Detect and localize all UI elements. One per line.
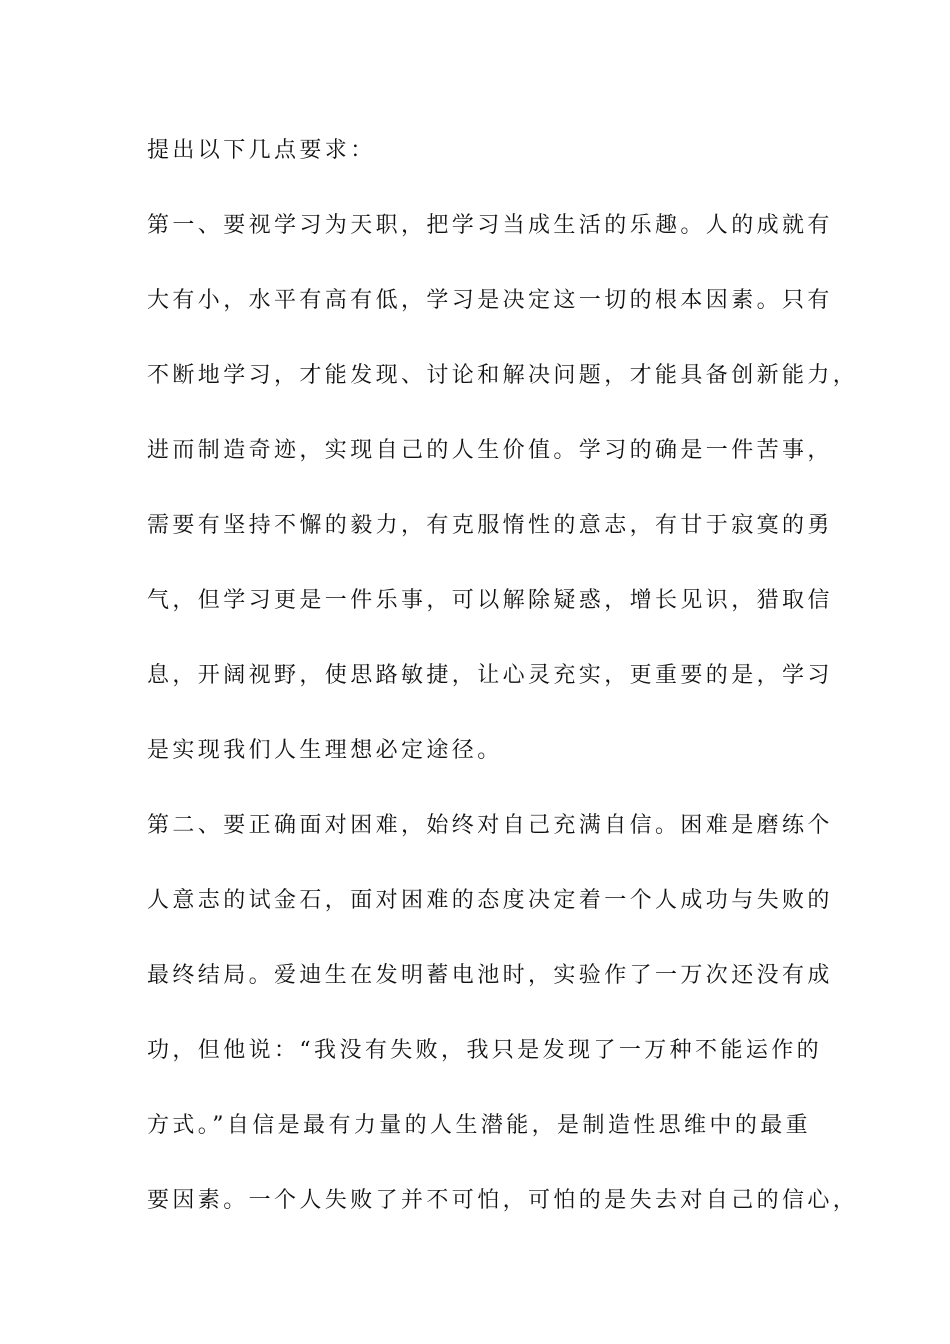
- text-line: 提出以下几点要求：: [147, 138, 376, 163]
- text-line: 第二、要正确面对困难，始终对自己充满自信。困难是磨练个: [147, 813, 833, 838]
- text-line: 需要有坚持不懈的毅力，有克服惰性的意志，有甘于寂寞的勇: [147, 513, 833, 538]
- text-line: 气，但学习更是一件乐事，可以解除疑惑，增长见识，猎取信: [147, 588, 833, 613]
- text-line: 方式。”自信是最有力量的人生潜能，是制造性思维中的最重: [147, 1113, 812, 1138]
- text-line: 不断地学习，才能发现、讨论和解决问题，才能具备创新能力，: [147, 363, 859, 388]
- text-line: 功，但他说：“我没有失败，我只是发现了一万种不能运作的: [147, 1038, 823, 1063]
- body-text: [147, 131, 859, 1256]
- text-line: 是实现我们人生理想必定途径。: [147, 738, 503, 763]
- text-line: 大有小，水平有高有低，学习是决定这一切的根本因素。只有: [147, 288, 833, 313]
- text-line: 第一、要视学习为天职，把学习当成生活的乐趣。人的成就有: [147, 213, 833, 238]
- text-line: 要因素。一个人失败了并不可怕，可怕的是失去对自己的信心，: [147, 1188, 859, 1213]
- text-line: 人意志的试金石，面对困难的态度决定着一个人成功与失败的: [147, 888, 833, 913]
- text-line: 息，开阔视野，使思路敏捷，让心灵充实，更重要的是，学习: [147, 663, 833, 688]
- text-line: 进而制造奇迹，实现自己的人生价值。学习的确是一件苦事，: [147, 438, 833, 463]
- text-line: 最终结局。爱迪生在发明蓄电池时，实验作了一万次还没有成: [147, 963, 833, 988]
